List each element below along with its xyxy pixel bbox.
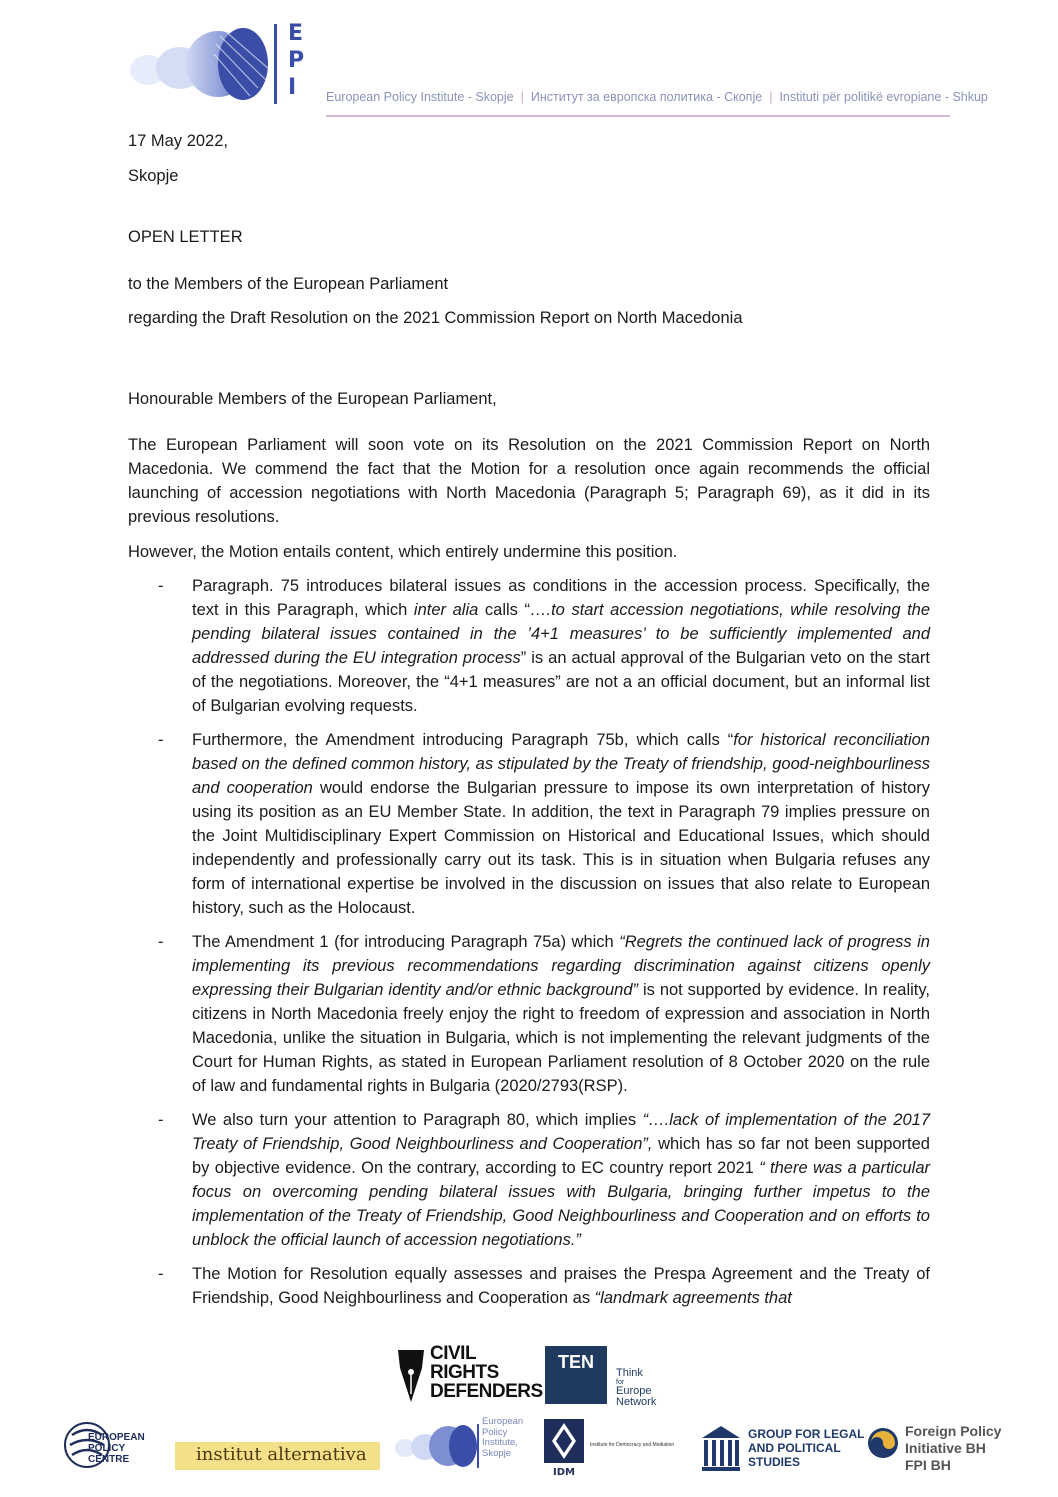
logo-letter-p: P	[288, 48, 305, 73]
institut-alternativa-text: institut alternativa	[196, 1444, 367, 1465]
list-dash: -	[158, 731, 164, 749]
institute-tagline	[326, 90, 988, 104]
logo-letter-e: E	[288, 21, 304, 46]
tagline-mk: Институт за европска политика - Скопје	[530, 90, 763, 104]
list-item: - The Amendment 1 (for introducing Paragraph 75a) which “Regrets the continued lack of progress in implementing its previous recommendations regarding discrimination against citizens openly expressing their Bulgarian identity and/or ethnic background” is not supported by evidence. In reality, citizens in North Macedonia freely enjoy the right to freedom of expression and association in North Macedonia, unlike the situation in Bulgaria, which is not implementing the relevant judgments of the Court for Human Rights, as stated in European Parliament resolution of 8 October 2020 on the rule of law and fundamental rights in Bulgaria (2020/2793(RSP).	[128, 930, 930, 1098]
idm-caption: Institute for Democracy and Mediation	[590, 1442, 675, 1448]
european-policy-centre-logo: EUROPEAN POLICY CENTRE	[88, 1432, 145, 1465]
logo-letter-i: I	[288, 75, 297, 100]
letter-however-paragraph: However, the Motion entails content, which entirely undermine this position.	[128, 543, 678, 561]
letter-recipient: to the Members of the European Parliament	[128, 275, 449, 293]
logo-divider	[274, 24, 277, 104]
header-rule	[326, 115, 950, 117]
ten-subtitle: Think for Europe Network	[616, 1367, 657, 1408]
tagline-separator: |	[520, 90, 524, 104]
idm-letters: IDM	[553, 1467, 575, 1477]
list-item: - We also turn your attention to Paragraph 80, which implies “….lack of implementation of the 2017 Treaty of Friendship, Good Neighbourliness and Cooperation”, which has so far not been supported by objective evidence. On the contrary, according to EC country report 2021 “ there was a particular focus on overcoming pending bilateral issues with Bulgaria, bringing further impetus to the implementation of the Treaty of Friendship, Good Neighbourliness and Cooperation and on efforts to unblock the official launch of accession negotiations.”	[128, 1108, 930, 1252]
letter-heading: OPEN LETTER	[128, 228, 243, 246]
letter-salutation: Honourable Members of the European Parliament,	[128, 390, 497, 408]
tagline-separator: |	[769, 90, 773, 104]
partner-logos	[0, 1340, 1058, 1497]
glps-building-icon	[700, 1424, 742, 1472]
list-dash: -	[158, 933, 164, 951]
epi-small-logo-icon	[393, 1422, 479, 1470]
tagline-en: European Policy Institute - Skopje	[326, 90, 514, 104]
civil-rights-defenders-logo: CIVIL RIGHTS DEFENDERS	[430, 1343, 543, 1402]
list-item: - Paragraph. 75 introduces bilateral issues as conditions in the accession process. Specifically, the text in this Paragraph, which inter alia calls “….to start accession negotiations, while resolving the pending bilateral issues contained in the ’4+1 measures’ to be sufficiently implemented and addressed during the EU integration process” is an actual approval of the Bulgarian veto on the start of the negotiations. Moreover, the “4+1 measures” are not a an official document, but an informal list of Bulgarian evolving requests.	[128, 574, 930, 718]
fountain-pen-icon	[396, 1348, 426, 1404]
idm-logo-icon	[542, 1415, 586, 1477]
letter-date: 17 May 2022,	[128, 132, 228, 150]
epi-letters	[288, 20, 304, 101]
list-dash: -	[158, 1111, 164, 1129]
letter-intro-paragraph: The European Parliament will soon vote on its Resolution on the 2021 Commission Report on North Macedonia. We commend the fact that the Motion for a resolution once again recommends the official launching of accession negotiations with North Macedonia (Paragraph 5; Paragraph 69), as it did in its previous resolutions.	[128, 436, 930, 526]
glps-logo-text: GROUP FOR LEGAL AND POLITICAL STUDIES	[748, 1427, 865, 1469]
epi-small-logo-text: European Policy Institute, Skopje	[482, 1416, 524, 1459]
fpi-emblem-icon	[866, 1426, 900, 1460]
list-dash: -	[158, 577, 164, 595]
concerns-list	[128, 574, 930, 1320]
letter-place: Skopje	[128, 167, 179, 185]
list-dash: -	[158, 1265, 164, 1283]
list-item: - Furthermore, the Amendment introducing Paragraph 75b, which calls “for historical reconciliation based on the defined common history, as stipulated by the Treaty of friendship, good-neighbourliness and cooperation would endorse the Bulgarian pressure to impose its own interpretation of history using its position as an EU Member State. In addition, the text in Paragraph 79 implies pressure on the Joint Multidisciplinary Expert Commission on Historical and Educational Issues, which should independently and professionally carry out its task. This is in situation when Bulgaria refuses any form of international expertise be involved in the discussion on issues that also relate to European history, such as the Holocaust.	[128, 728, 930, 920]
letter-subject: regarding the Draft Resolution on the 2021 Commission Report on North Macedonia	[128, 309, 743, 327]
list-item: - The Motion for Resolution equally assesses and praises the Prespa Agreement and the Treaty of Friendship, Good Neighbourliness and Cooperation as “landmark agreements that	[128, 1262, 930, 1310]
ten-logo: TEN	[545, 1346, 607, 1404]
tagline-sq: Instituti për politikë evropiane - Shkup	[779, 90, 988, 104]
letterhead	[0, 0, 1058, 125]
epi-logo-mark-icon	[128, 22, 273, 104]
foreign-policy-initiative-logo: Foreign Policy Initiative BH FPI BH	[905, 1423, 1002, 1473]
